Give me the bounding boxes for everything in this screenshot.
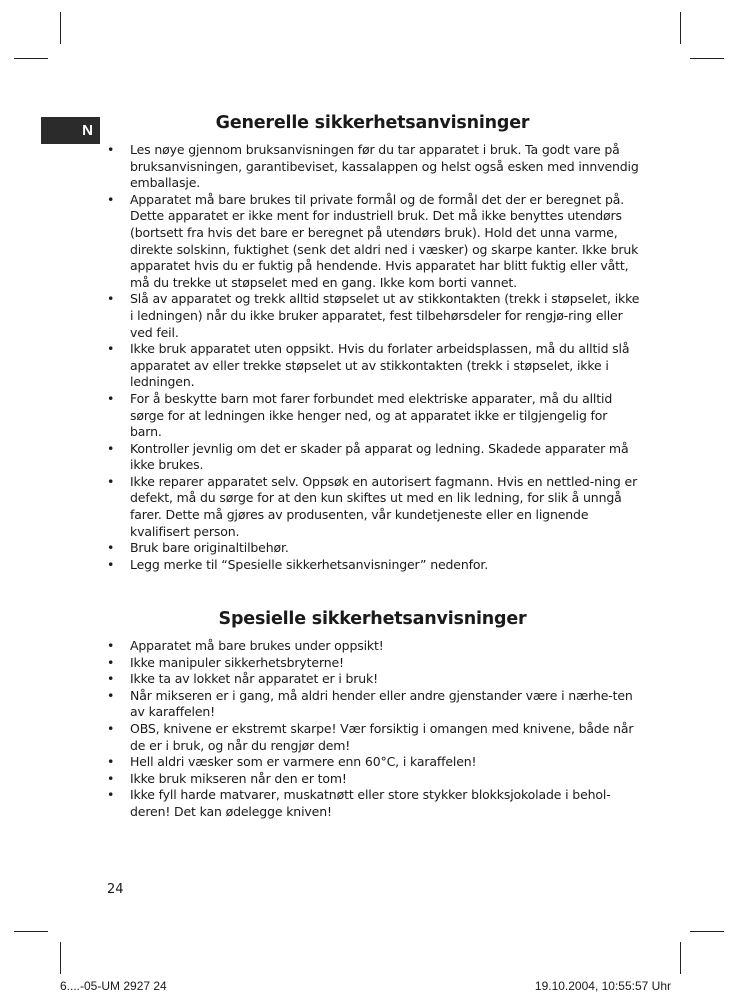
list-item: • Ikke fyll harde matvarer, muskatnøtt eller store stykker blokksjokolade i behol-deren! Det kan ødelegge kniven! [105, 787, 640, 820]
list-item: • Ikke manipuler sikkerhetsbryterne! [105, 655, 640, 672]
list-item: • Les nøye gjennom bruksanvisningen før du tar apparatet i bruk. Ta godt vare på bruksanvisningen, garantibeviset, kassalappen og helst også esken med innvendig emballasje. [105, 142, 640, 192]
list-item: • Ikke bruk apparatet uten oppsikt. Hvis du forlater arbeidsplassen, må du alltid slå apparatet av eller trekke støpselet ut av stikkontakten (trekk i støpselet, ikke i ledningen. [105, 341, 640, 391]
footer-file-info: 6....-05-UM 2927 24 [60, 979, 167, 993]
crop-mark [60, 942, 61, 974]
list-item: • Apparatet må bare brukes til private formål og de formål det der er beregnet på. Dette apparatet er ikke ment for industriell bruk. Det må ikke benyttes utendørs (bortsett fra hvis det bare er beregnet på utendørs bruk). Hold det unna varme, direkte solskinn, fuktighet (senk det aldri ned i væsker) og skarpe kanter. Ikke bruk apparatet hvis du er fuktig på hendende. Hvis apparatet har blitt fuktig eller vått, må du trekke ut støpselet med en gang. Ikke kom borti vannet. [105, 192, 640, 292]
list-item: • OBS, knivene er ekstremt skarpe! Vær forsiktig i omangen med knivene, både når de er i bruk, og når du rengjør dem! [105, 721, 640, 754]
list-item: • Ikke reparer apparatet selv. Oppsøk en autorisert fagmann. Hvis en nettled-ning er defekt, må du sørge for at den kun skiftes ut med en lik ledning, for slik å unngå farer. Dette må gjøres av produsenten, vår kundetjeneste eller en lignende kvalifisert person. [105, 474, 640, 540]
crop-mark [60, 12, 61, 44]
list-item: • Ikke ta av lokket når apparatet er i bruk! [105, 671, 640, 688]
crop-mark [680, 12, 681, 44]
list-item: • Apparatet må bare brukes under oppsikt! [105, 638, 640, 655]
special-safety-list [105, 638, 640, 821]
list-item: • Når mikseren er i gang, må aldri hender eller andre gjenstander være i nærhe-ten av karaffelen! [105, 688, 640, 721]
general-safety-list [105, 142, 640, 573]
section-title-general: Generelle sikkerhetsanvisninger [215, 113, 530, 133]
crop-mark [690, 931, 724, 932]
list-item: • Hell aldri væsker som er varmere enn 60°C, i karaffelen! [105, 754, 640, 771]
crop-mark [14, 58, 48, 59]
list-item: • Kontroller jevnlig om det er skader på apparat og ledning. Skadede apparater må ikke brukes. [105, 441, 640, 474]
language-tab: N [41, 117, 100, 144]
list-item: • For å beskytte barn mot farer forbundet med elektriske apparater, må du alltid sørge for at ledningen ikke henger ned, og at apparatet ikke er tilgjengelig for barn. [105, 391, 640, 441]
list-item: • Slå av apparatet og trekk alltid støpselet ut av stikkontakten (trekk i støpselet, ikke i ledningen) når du ikke bruker apparatet, fest tilbehørsdeler for rengjø-ring eller ved feil. [105, 291, 640, 341]
page-number: 24 [107, 882, 124, 897]
footer-timestamp: 19.10.2004, 10:55:57 Uhr [534, 979, 671, 993]
crop-mark [14, 931, 48, 932]
list-item: • Legg merke til “Spesielle sikkerhetsanvisninger” nedenfor. [105, 557, 640, 574]
crop-mark [680, 942, 681, 974]
list-item: • Bruk bare originaltilbehør. [105, 540, 640, 557]
list-item: • Ikke bruk mikseren når den er tom! [105, 771, 640, 788]
section-title-special: Spesielle sikkerhetsanvisninger [218, 609, 527, 629]
crop-mark [690, 58, 724, 59]
